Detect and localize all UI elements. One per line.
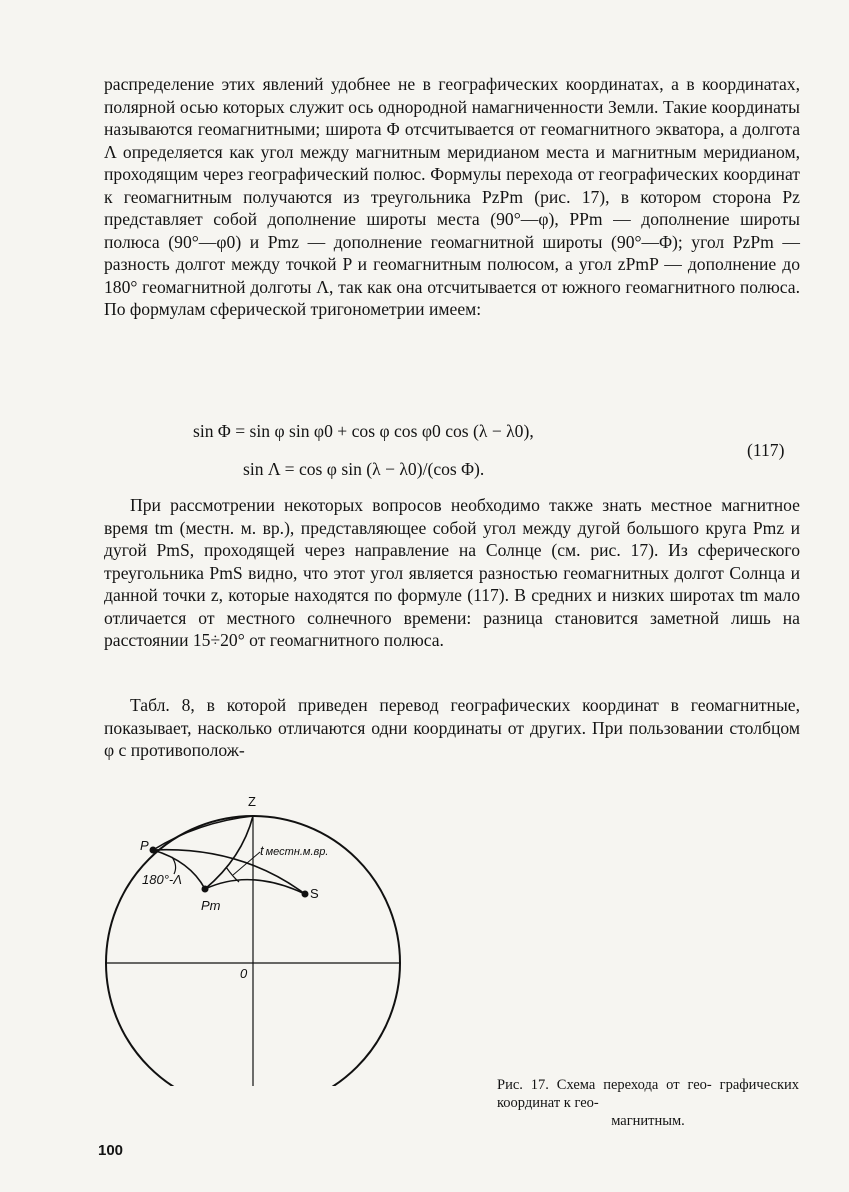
paragraph-local-magnetic-time: При рассмотрении некоторых вопросов необходимо также знать местное магнитное время tm (местн. м. вр.), представляющее собой угол между дугой большого круга Pmz и дугой PmS, проходящей через направление на Солнце (см. рис. 17). Из сферического треугольника PmS видно, что этот угол является разностью геомагнитных долгот Солнца и данной точки z, которые находятся по формуле (117). В средних и низких широтах tm мало отличается от местного солнечного времени: разница становится заметной лишь на расстоянии 15÷20° от геомагнитного полюса. [104,495,800,650]
label-tm [260,843,328,858]
figure-caption [497,1076,799,1130]
arc-pm-s [205,880,305,894]
label-tm-t: t [260,843,264,858]
caption-line-2: графических координат к гео- [497,1077,800,1111]
label-pm: Pm [201,898,221,913]
paragraph-coordinates-intro: распределение этих явлений удобнее не в географических координатах, а в координатах, полярной осью которых служит ось однородной намагниченности Земли. Такие координаты называются геомагнитными; широта Φ отсчитывается от геомагнитного экватора, а долгота Λ определяется как угол между магнитным меридианом места и магнитным меридианом, проходящим через географический полюс. Формулы перехода от географических координат к геомагнитным получаются из треугольника PzPm (рис. 17), в котором сторона Pz представляет собой дополнение широты места (90°—φ), PPm — дополнение широты полюса (90°—φ0) и Pmz — дополнение геомагнитной широты (90°—Φ); угол PzPm — разность долгот между точкой P и геомагнитным полюсом, а угол zPmP — дополнение до 180° геомагнитной долготы Λ, так как она отсчитывается от южного геомагнитного полюса. По формулам сферической тригонометрии имеем: [104,74,800,319]
arc-p-z [153,816,253,850]
formula-sin-phi: sin Φ = sin φ sin φ0 + cos φ cos φ0 cos (λ − λ0), [193,421,534,441]
arc-z-pm [205,816,253,889]
point-pm [202,886,209,893]
caption-line-3: магнитным. [611,1113,685,1129]
point-p [150,847,157,854]
page-number: 100 [98,1142,124,1159]
label-p: P [140,838,149,853]
caption-line-1: Рис. 17. Схема перехода от гео- [497,1077,712,1093]
tm-leader-line [233,852,260,875]
label-tm-suffix: местн.м.вр. [265,846,329,858]
formula-sin-lambda: sin Λ = cos φ sin (λ − λ0)/(cos Φ). [243,459,485,479]
label-s: S [310,886,319,901]
point-s [302,891,309,898]
label-z: Z [248,794,256,809]
tm-angle-arc [226,867,239,882]
label-angle: 180°-Λ [142,872,182,887]
equation-number: (117) [747,440,785,460]
figure-17-diagram [100,786,410,1086]
paragraph-table-8: Табл. 8, в которой приведен перевод географических координат в геомагнитные, показывает, насколько отличаются одни координаты от других. При пользовании столбцом φ с противополож- [104,695,800,760]
label-o: 0 [240,966,248,981]
